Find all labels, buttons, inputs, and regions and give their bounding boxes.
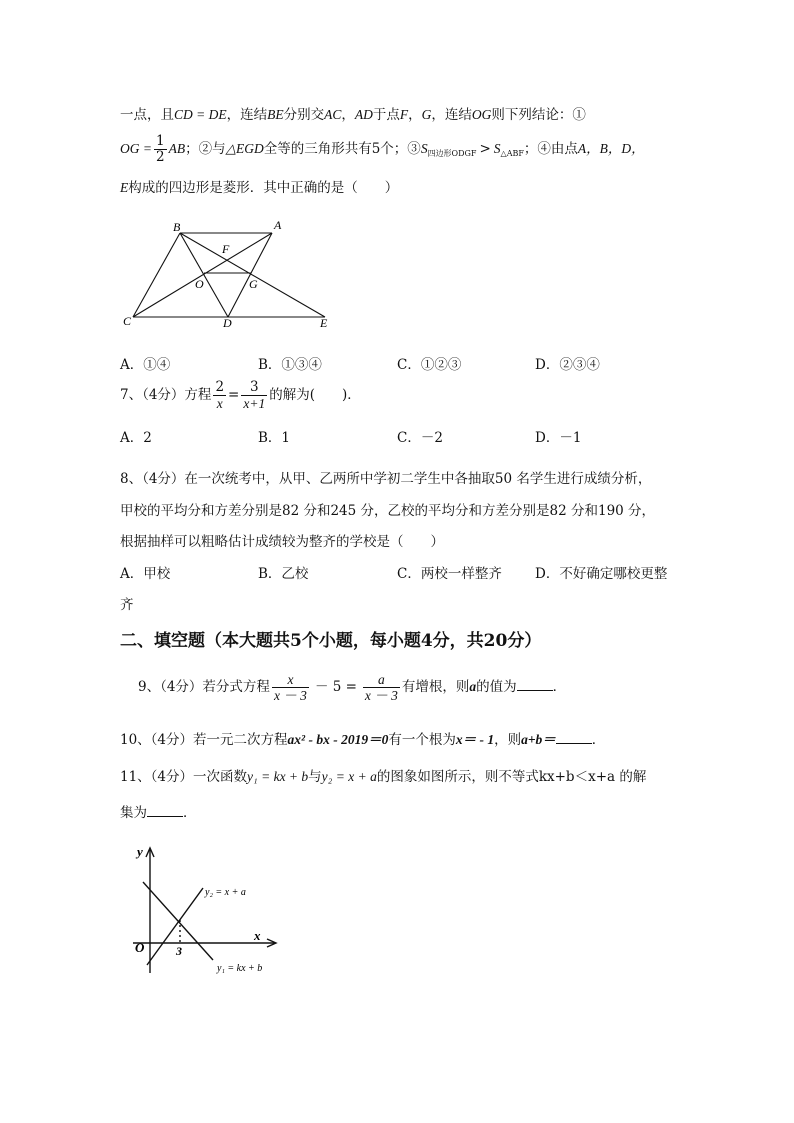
q8-line2: 甲校的平均分和方差分别是82 分和245 分，乙校的平均分和方差分别是82 分和190 分，	[120, 503, 656, 519]
q8-option-a[interactable]: A．甲校	[120, 566, 171, 582]
math: ax² - bx - 2019＝0	[287, 732, 389, 747]
text: 与	[308, 769, 322, 785]
math: x＝ - 1	[455, 732, 495, 747]
q6-option-a[interactable]: A．①④	[120, 357, 171, 373]
math: a+b＝	[521, 732, 556, 747]
label-A: A	[274, 218, 282, 232]
numerator: 1	[155, 133, 165, 149]
math: A，B，D，	[577, 141, 645, 156]
fraction	[154, 134, 167, 165]
text: 全等的三角形共有5个；③	[263, 141, 421, 157]
math: y₂ = x + a	[321, 769, 377, 784]
text: 于点	[372, 107, 400, 123]
q6-option-b[interactable]: B．①③④	[258, 357, 322, 373]
q10-stem	[120, 728, 605, 748]
answer-blank[interactable]	[147, 815, 183, 817]
q6-line1	[120, 103, 586, 123]
numerator: a	[363, 672, 400, 688]
label-C: C	[123, 314, 132, 328]
text: 集为	[120, 805, 147, 821]
math: CD = DE	[174, 107, 227, 122]
math: >	[479, 141, 491, 157]
fraction	[213, 380, 226, 411]
answer-blank[interactable]	[556, 742, 592, 744]
x-label: x	[254, 928, 261, 943]
denominator: x	[216, 396, 223, 411]
text: 分别交	[283, 107, 325, 123]
q8-option-b[interactable]: B．乙校	[258, 566, 309, 582]
text: ，	[408, 107, 422, 123]
q7-stem	[120, 380, 361, 411]
math: OG =	[120, 141, 152, 156]
math: OG	[471, 107, 492, 122]
q7-option-a[interactable]: A．2	[120, 430, 152, 446]
text: ．	[552, 679, 567, 695]
numerator: x	[272, 672, 309, 688]
fraction	[363, 672, 400, 703]
q8-option-d-wrap: 齐	[120, 597, 134, 613]
label-F: F	[222, 242, 230, 256]
label-O: O	[195, 277, 204, 291]
answer-blank[interactable]	[517, 689, 553, 691]
q6-option-d[interactable]: D．②③④	[535, 357, 600, 373]
math: y₁ = kx + b	[247, 769, 309, 784]
q9-stem	[138, 672, 566, 703]
q6-option-c[interactable]: C．①②③	[397, 357, 462, 373]
text: 的值为	[476, 679, 517, 695]
q8-line1: 8、（4分）在一次统考中，从甲、乙两所中学初二学生中各抽取50 名学生进行成绩分析，	[120, 471, 652, 487]
math: BE	[267, 107, 284, 122]
text: 的解为( )．	[269, 387, 361, 403]
text: 则下列结论：①	[491, 107, 586, 123]
fraction	[272, 672, 309, 703]
math: AB	[168, 141, 186, 156]
origin-label: O	[135, 940, 145, 955]
text: 7、（4分）方程	[120, 387, 212, 403]
text: 11、（4分）一次函数	[120, 769, 248, 785]
text: ．	[183, 805, 197, 821]
q7-option-b[interactable]: B．1	[258, 430, 291, 446]
numerator: 3	[241, 380, 267, 396]
text: 有增根，则	[401, 679, 470, 695]
label-G: G	[249, 277, 258, 291]
text: ，	[341, 107, 355, 123]
y-label: y	[137, 844, 143, 859]
text: 的图象如图所示，则不等式kx+b＜x+a 的解	[376, 769, 647, 785]
label-D: D	[223, 316, 232, 330]
text: 一点，且	[120, 107, 174, 123]
denominator: x － 3	[364, 688, 398, 703]
line-y2	[147, 888, 203, 965]
q8-option-c[interactable]: C．两校一样整齐	[397, 566, 502, 582]
y1-label: y₁ = kx + b	[217, 963, 263, 974]
q11-line1	[120, 765, 646, 785]
subscript: △ABF	[500, 149, 524, 158]
fraction	[241, 380, 267, 411]
y2-label: y₂ = x + a	[205, 887, 246, 898]
text: ；④由点	[523, 141, 578, 157]
q11-function-graph	[125, 840, 295, 985]
subscript: 四边形ODGF	[427, 149, 477, 158]
math: S	[493, 141, 501, 156]
denominator: x+1	[243, 396, 266, 411]
q6-geometry-figure	[115, 215, 345, 335]
section-title: 二、填空题（本大题共5个小题，每小题4分，共20分）	[120, 631, 542, 651]
math: G	[421, 107, 432, 122]
math: － 5 =	[314, 679, 357, 695]
text: ．	[591, 732, 606, 748]
text: ，连结	[226, 107, 268, 123]
q7-option-c[interactable]: C．－2	[397, 430, 443, 446]
q8-line3: 根据抽样可以粗略估计成绩较为整齐的学校是（ ）	[120, 534, 444, 550]
math: F	[399, 107, 409, 122]
math: E	[120, 180, 129, 195]
denominator: 2	[155, 149, 165, 165]
denominator: x － 3	[273, 688, 307, 703]
math: S	[420, 141, 428, 156]
q6-line3	[120, 176, 398, 196]
math: △EGD	[225, 141, 264, 156]
text: 构成的四边形是菱形．其中正确的是（ ）	[128, 180, 399, 196]
text: ；②与	[185, 141, 226, 157]
text: ，则	[494, 732, 522, 748]
q11-line2	[120, 801, 197, 821]
math: a	[469, 679, 477, 694]
text: 有一个根为	[388, 732, 456, 748]
tick-3: 3	[176, 944, 182, 958]
numerator: 2	[215, 379, 225, 395]
label-E: E	[320, 316, 328, 330]
math: AD	[354, 107, 373, 122]
math: AC	[324, 107, 342, 122]
text: 9、（4分）若分式方程	[138, 679, 270, 695]
text: 10、（4分）若一元二次方程	[120, 732, 288, 748]
q8-option-d[interactable]: D．不好确定哪校更整	[535, 566, 668, 582]
label-B: B	[173, 220, 181, 234]
q6-line2	[120, 134, 645, 165]
q7-option-d[interactable]: D．－1	[535, 430, 582, 446]
math: =	[228, 387, 240, 403]
text: ，连结	[431, 107, 472, 123]
